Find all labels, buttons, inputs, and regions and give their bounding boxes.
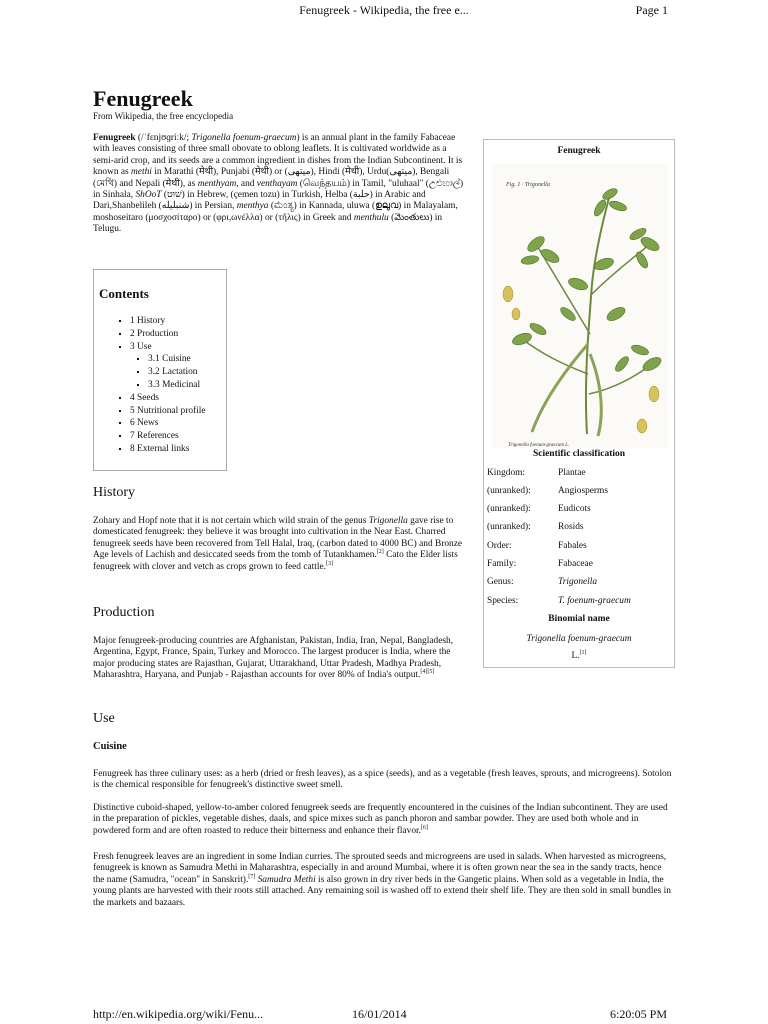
taxon-link[interactable]: Eudicots — [558, 504, 591, 514]
taxonomy-row: Kingdom: Plantae — [487, 468, 586, 478]
fenugreek-illustration[interactable] — [492, 164, 668, 448]
production-paragraph: Major fenugreek-producing countries are Afghanistan, Pakistan, India, Iran, Nepal, Bangladesh, Argentina, Egypt, France, Spain, Turkey and Morocco. The largest producer is India, where the major producing states are Rajasthan, Gujarat, Uttarakhand, Uttar Pradesh, Madhya Pradesh, Maharashtra, Haryana, and Punjab - Rajasthan accounts for over 80% of India's output.[4][5] — [93, 636, 454, 681]
taxon-link[interactable]: Rosids — [558, 522, 584, 532]
citation[interactable]: [1] — [579, 649, 587, 656]
binomial-name: Trigonella foenum-graecum — [526, 634, 632, 644]
taxon-link[interactable]: T. foenum-graecum — [558, 596, 631, 606]
intro-paragraph: Fenugreek (/ˈfɛnjʊɡriːk/; Trigonella foenum-graecum) is an annual plant in the family Fabaceae with leaves consisting of three small obovate to oblong leaflets. It is cultivated worldwide as a semi-arid crop, and its seeds are a common ingredient in dishes from the Indian Subcontinent. It is known as methi in Marathi (मेथी), Punjabi (मेथी) or (ميتهی), Hindi (मेथी), Urdu(میتھی), Bengali (মেথি) and Nepali (मेथी), as menthyam, and venthayam (வெந்தயம்) in Tamil, "uluhaal" (උළුහාල්) in Sinhala, ShOoT (שׁוּט) in Hebrew, (çemen tozu) in Turkish, Helba (حلبة) in Arabic and Dari,Shanbelileh (شنبلیله) in Persian, menthya (ಮೆಂತ್ಯ) in Kannada, uluwa (ഉലുവ) in Malayalam, moshoseitaro (μοσχοσίταρο) or (φρι,ωνέλλα) or (τῆλις) in Greek and menthulu (మెంతులు) in Telugu. — [93, 133, 464, 235]
toc-item-cuisine[interactable]: ▪ 3.1 Cuisine — [148, 353, 206, 366]
taxonomy-row: Order: Fabales — [487, 541, 587, 551]
classification-heading: Scientific classification — [532, 449, 626, 459]
binomial-heading: Binomial name — [548, 614, 610, 624]
toc-item-use[interactable]: ▪ 3 Use ▪ 3.1 Cuisine ▪ 3.2 Lactation ▪ 3.3 Medicinal — [130, 341, 206, 392]
history-paragraph: Zohary and Hopf note that it is not certain which wild strain of the genus Trigonella gave rise to domesticated fenugreek: they believe it was brought into cultivation in the Near East. Charred fenugreek seeds have been recovered from Tell Halal, Iraq, (carbon dated to 4000 BC) and Bronze Age levels of Lachish and desiccated seeds from the tomb of Tutankhamen.[2] Cato the Elder lists fenugreek with clover and vetch as crops grown to feed cattle.[3] — [93, 516, 463, 572]
print-page-number: Page 1 — [635, 3, 668, 17]
binomial-authority: L.[1] — [571, 649, 587, 661]
toc-title: Contents — [99, 286, 149, 301]
citation[interactable]: [6] — [421, 824, 428, 831]
cuisine-paragraph-2: Distinctive cuboid-shaped, yellow-to-amber colored fenugreek seeds are frequently encountered in the cuisines of the Indian subcontinent. They are used in the preparation of pickles, vegetable dishes, daals, and spice mixes such as panch phoron and sambar powder. They are used both whole and in powdered form and are often roasted to reduce their bitterness and enhance their flavor.[6] — [93, 803, 668, 836]
toc-item-production[interactable]: ▪ 2 Production — [130, 328, 206, 341]
taxonomy-row: Species: T. foenum-graecum — [487, 596, 631, 606]
print-footer-url: http://en.wikipedia.org/wiki/Fenu... — [93, 1007, 264, 1021]
infobox — [483, 139, 675, 668]
print-footer-time: 6:20:05 PM — [610, 1007, 668, 1021]
taxon-link[interactable]: Angiosperms — [558, 486, 608, 496]
intro-sci-name: Trigonella foenum-graecum — [191, 133, 297, 143]
toc-list — [108, 315, 206, 456]
table-of-contents — [93, 269, 227, 471]
citation[interactable]: [4][5] — [420, 669, 435, 676]
print-footer-date: 16/01/2014 — [352, 1007, 407, 1021]
history-heading: History — [93, 485, 135, 500]
taxonomy-row: Genus: Trigonella — [487, 577, 598, 587]
illustration-label: Fig. 1 · Trigonella — [506, 182, 550, 188]
toc-item-external-links[interactable]: ▪ 8 External links — [130, 443, 206, 456]
cuisine-heading: Cuisine — [93, 741, 127, 752]
taxonomy-row: (unranked): Rosids — [487, 522, 584, 532]
toc-item-nutritional-profile[interactable]: ▪ 5 Nutritional profile — [130, 405, 206, 418]
page-title: Fenugreek — [93, 86, 193, 111]
taxon-link[interactable]: Trigonella — [558, 577, 598, 587]
intro-term: Fenugreek — [93, 133, 136, 143]
use-heading: Use — [93, 711, 115, 726]
page-tagline: From Wikipedia, the free encyclopedia — [93, 111, 234, 121]
taxon-link[interactable]: Fabaceae — [558, 559, 593, 569]
pronunciation[interactable]: /ˈfɛnjʊɡriːk/ — [141, 133, 187, 143]
taxon-link[interactable]: Fabales — [558, 541, 587, 551]
infobox-title: Fenugreek — [557, 146, 601, 156]
taxonomy-row: (unranked): Angiosperms — [487, 486, 608, 496]
citation[interactable]: [7] — [248, 873, 256, 880]
taxonomy-row: (unranked): Eudicots — [487, 504, 591, 514]
toc-item-history[interactable]: ▪ 1 History — [130, 315, 206, 328]
toc-item-news[interactable]: ▪ 6 News — [130, 417, 206, 430]
print-header-title: Fenugreek - Wikipedia, the free e... — [299, 3, 469, 17]
citation[interactable]: [3] — [325, 560, 333, 567]
taxonomy-row: Family: Fabaceae — [487, 559, 593, 569]
cuisine-paragraph-1: Fenugreek has three culinary uses: as a herb (dried or fresh leaves), as a spice (seeds), and as a vegetable (fresh leaves, sprouts, and microgreens). Sotolon is the chemical responsible for fenugreek's distinctive sweet smell. — [93, 769, 672, 791]
toc-item-lactation[interactable]: ▪ 3.2 Lactation — [148, 366, 206, 379]
toc-item-seeds[interactable]: ▪ 4 Seeds — [130, 392, 206, 405]
production-heading: Production — [93, 605, 155, 620]
toc-item-medicinal[interactable]: ▪ 3.3 Medicinal — [148, 379, 206, 392]
illustration-caption: Trigonella foenum-graecum L. — [508, 443, 570, 448]
citation[interactable]: [2] — [376, 549, 384, 556]
taxon-link[interactable]: Plantae — [558, 468, 586, 478]
toc-item-references[interactable]: ▪ 7 References — [130, 430, 206, 443]
cuisine-paragraph-3: Fresh fenugreek leaves are an ingredient in some Indian curries. The sprouted seeds and microgreens are used in salads. When harvested as microgreens, fenugreek is known as Samudra Methi in Maharashtra, especially in and around Mumbai, where it is often grown near the sea in the sandy tracts, hence the name (Samudra, "ocean" in Sanskrit).[7] Samudra Methi is also grown in dry river beds in the Gangetic plains. When sold as a vegetable in India, the young plants are harvested with their roots still attached. Any remaining soil is washed off to extend their shelf life. They are then sold in small bundles in the markets and bazaars. — [93, 852, 671, 908]
